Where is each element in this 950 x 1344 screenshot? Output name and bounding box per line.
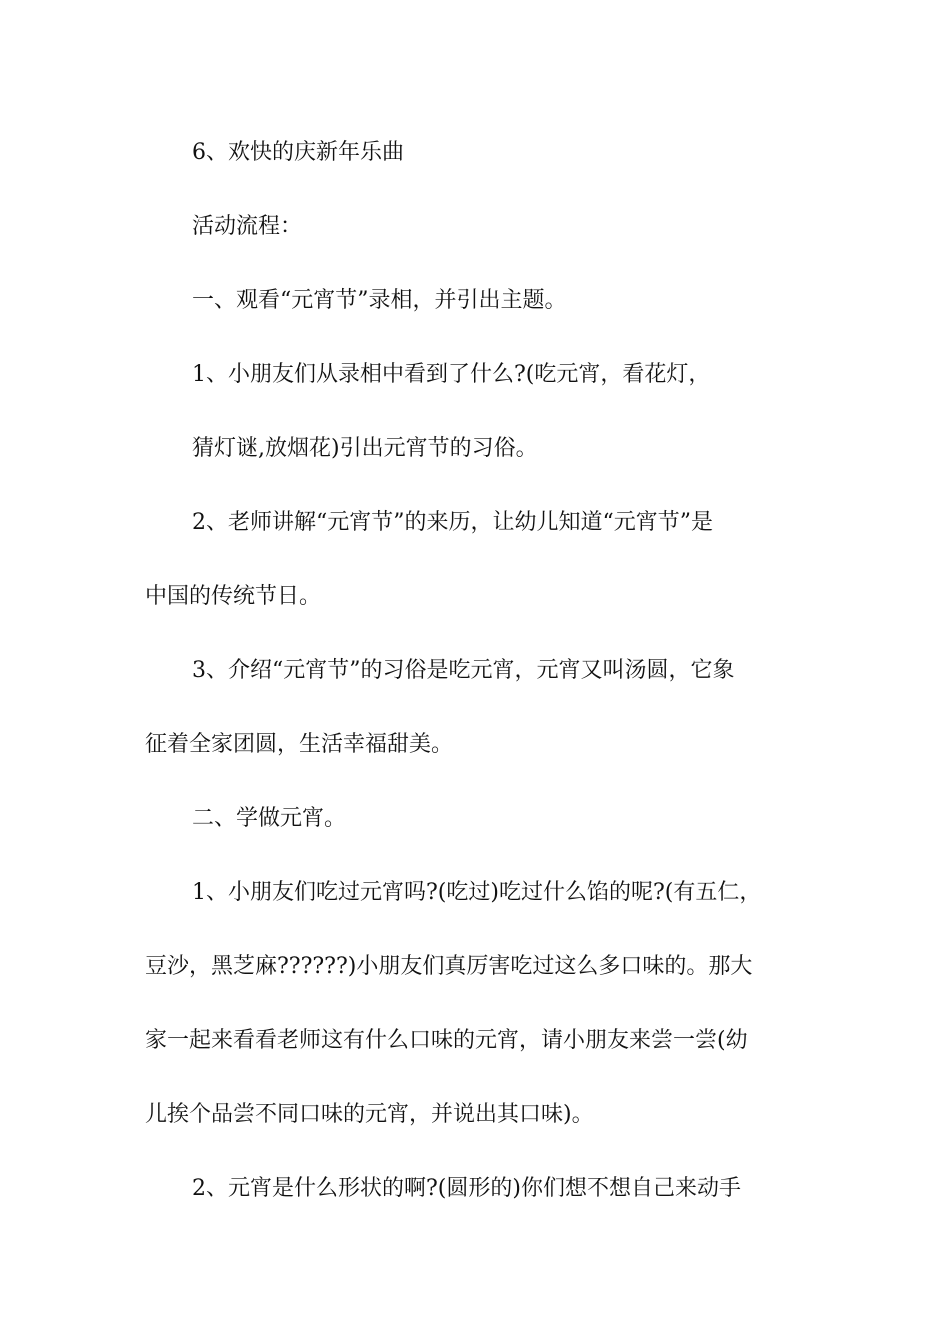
paragraph-2-line-1: 2、老师讲解“元宵节”的来历，让幼儿知道“元宵节”是 <box>192 510 713 535</box>
list-item-6: 6、欢快的庆新年乐曲 <box>192 140 404 165</box>
paragraph-5-line-1: 2、元宵是什么形状的啊?(圆形的)你们想不想自己来动手 <box>192 1176 741 1201</box>
section-heading-2: 二、学做元宵。 <box>192 806 347 831</box>
section-label-activity-process: 活动流程： <box>192 214 303 239</box>
paragraph-4-line-3: 家一起来看看老师这有什么口味的元宵，请小朋友来尝一尝(幼 <box>145 1028 748 1053</box>
paragraph-3-line-1: 3、介绍“元宵节”的习俗是吃元宵，元宵又叫汤圆，它象 <box>192 658 735 683</box>
paragraph-3-line-2: 征着全家团圆，生活幸福甜美。 <box>145 732 454 757</box>
paragraph-2-line-2: 中国的传统节日。 <box>145 584 322 609</box>
paragraph-1-line-2: 猜灯谜,放烟花)引出元宵节的习俗。 <box>192 436 538 461</box>
paragraph-4-line-4: 儿挨个品尝不同口味的元宵，并说出其口味)。 <box>145 1102 594 1127</box>
section-heading-1: 一、观看“元宵节”录相，并引出主题。 <box>192 288 567 313</box>
paragraph-4-line-2: 豆沙，黑芝麻??????)小朋友们真厉害吃过这么多口味的。那大 <box>145 954 753 979</box>
paragraph-4-line-1: 1、小朋友们吃过元宵吗?(吃过)吃过什么馅的呢?(有五仁， <box>192 880 762 905</box>
paragraph-1-line-1: 1、小朋友们从录相中看到了什么?(吃元宵，看花灯， <box>192 362 711 387</box>
